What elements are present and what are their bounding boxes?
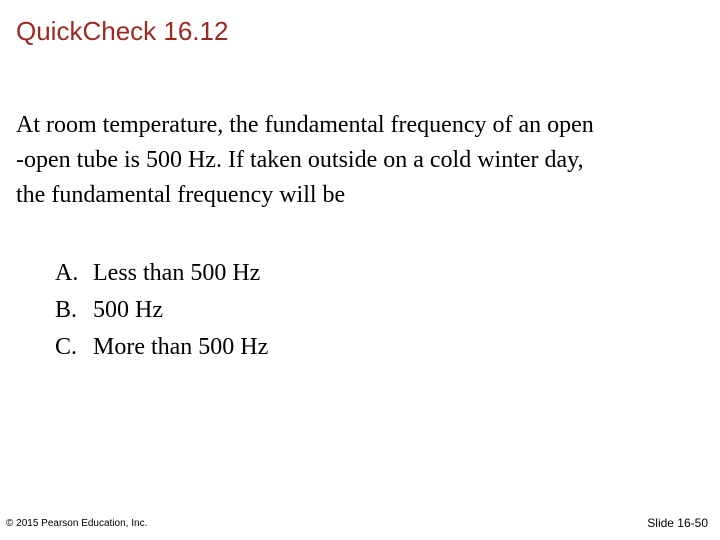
choice-text: 500 Hz: [93, 297, 163, 323]
answer-choices: [55, 255, 268, 366]
choice-b: [55, 292, 268, 329]
choice-a: [55, 255, 268, 292]
copyright-notice: © 2015 Pearson Education, Inc.: [6, 518, 148, 529]
question-line: the fundamental frequency will be: [16, 182, 346, 208]
choice-c: [55, 329, 268, 366]
choice-letter: B.: [55, 297, 78, 323]
question-line: At room temperature, the fundamental frequency of an open: [16, 112, 594, 138]
question-text: [16, 108, 706, 213]
choice-text: Less than 500 Hz: [93, 260, 261, 286]
choice-letter: C.: [55, 334, 78, 360]
slide-number: Slide 16-50: [647, 516, 708, 530]
choice-letter: A.: [55, 260, 79, 286]
choice-text: More than 500 Hz: [93, 334, 269, 360]
question-line: -open tube is 500 Hz. If taken outside on a cold winter day,: [16, 147, 584, 173]
slide-title: QuickCheck 16.12: [16, 16, 229, 46]
